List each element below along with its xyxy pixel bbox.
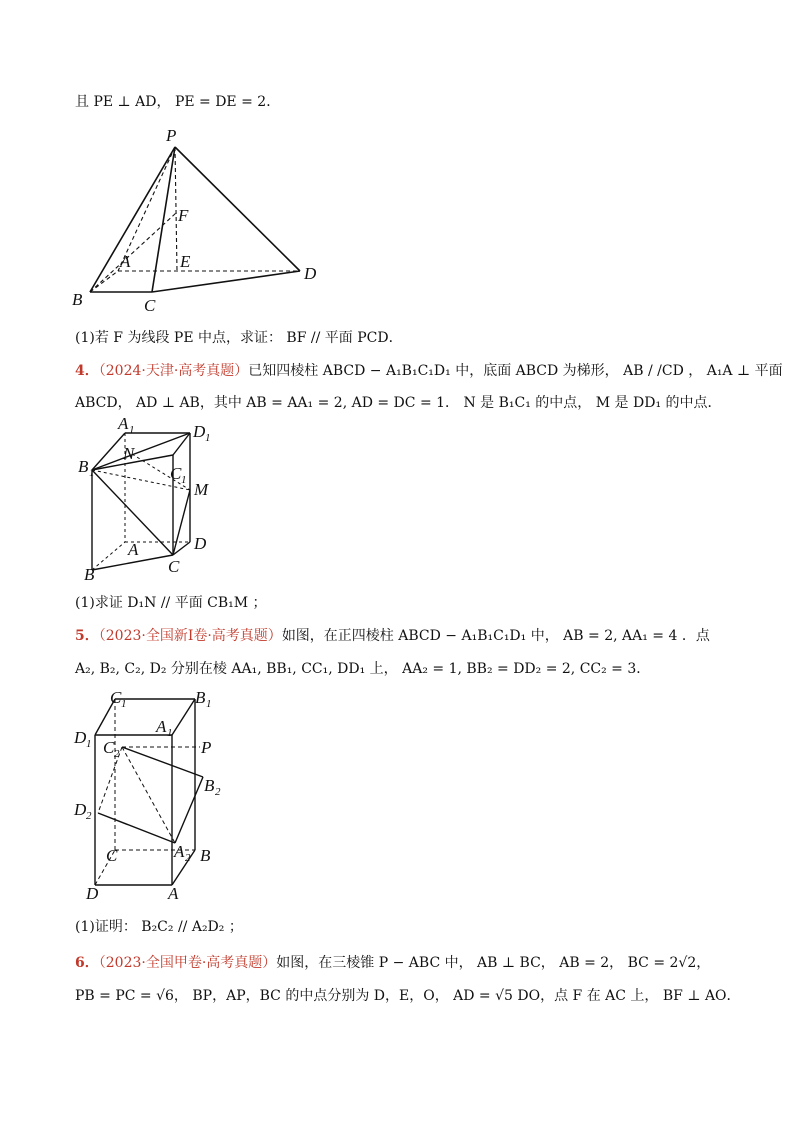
p5-number: 5．	[75, 628, 99, 644]
p5-source: （2023·全国新Ⅰ卷·高考真题）	[98, 628, 282, 644]
p4-source: （2024·天津·高考真题）	[98, 363, 249, 379]
label-C: C	[144, 296, 156, 315]
label-A1: A	[118, 415, 129, 433]
label-C: C	[168, 557, 180, 576]
label-C1-sub: 1	[181, 474, 187, 486]
label-A2: A	[174, 842, 185, 861]
p6-number: 6．	[75, 955, 99, 971]
label-D2: D	[74, 800, 87, 819]
label-D1: D	[74, 728, 87, 747]
p6-source: （2023·全国甲卷·高考真题）	[98, 955, 277, 971]
p4-line1: 已知四棱柱 ABCD − A₁B₁C₁D₁ 中，底面 ABCD 为梯形， AB / /CD ， A₁A ⊥ 平面	[248, 363, 783, 379]
p3-intro: 且 PE ⊥ AD， PE = DE = 2．	[75, 94, 281, 110]
label-D1: D	[193, 422, 206, 441]
label-A1: A	[156, 717, 167, 736]
label-C2: C	[103, 738, 115, 757]
label-B: B	[72, 290, 83, 309]
p4-question-1: (1)求证 D₁N // 平面 CB₁M ；	[75, 595, 267, 611]
label-D: D	[86, 884, 99, 903]
label-M: M	[194, 480, 209, 499]
label-D1-sub: 1	[205, 432, 211, 444]
label-B1-sub: 1	[89, 467, 95, 479]
prism-figure-5	[70, 685, 230, 905]
label-B1: B	[78, 457, 89, 476]
p5-header	[75, 626, 710, 646]
p3-question-1: (1)若 F 为线段 PE 中点，求证： BF // 平面 PCD．	[75, 330, 403, 346]
label-A: A	[128, 540, 139, 559]
label-A2-sub: 2	[185, 852, 191, 864]
label-A1-sub: 1	[129, 424, 135, 436]
p4-number: 4．	[75, 363, 99, 379]
p5-question-1: (1)证明： B₂C₂ // A₂D₂ ；	[75, 919, 243, 935]
label-B: B	[200, 846, 211, 865]
label-C1: C	[170, 464, 182, 483]
label-B2-sub: 2	[215, 786, 221, 798]
label-B1: B	[195, 688, 206, 707]
label-F: F	[178, 206, 189, 225]
p4-line2: ABCD， AD ⊥ AB，其中 AB = AA₁ = 2, AD = DC = 1． N 是 B₁C₁ 的中点， M 是 DD₁ 的中点．	[75, 395, 722, 411]
label-B1-sub: 1	[206, 698, 212, 710]
label-C1: C	[110, 688, 122, 707]
p6-line2: PB = PC = √6， BP，AP，BC 的中点分别为 D，E，O， AD = √5 DO，点 F 在 AC 上， BF ⊥ AO．	[75, 988, 741, 1004]
label-E: E	[180, 252, 191, 271]
label-B2: B	[204, 776, 215, 795]
label-P: P	[166, 126, 177, 145]
label-D: D	[304, 264, 317, 283]
p4-header	[75, 361, 783, 381]
label-D2-sub: 2	[86, 810, 92, 822]
label-P: P	[201, 738, 212, 757]
p5-line1: 如图，在正四棱柱 ABCD − A₁B₁C₁D₁ 中， AB = 2, AA₁ = 4 ．点	[281, 628, 710, 644]
label-D: D	[194, 534, 207, 553]
prism-figure-4	[70, 415, 220, 585]
label-N: N	[123, 444, 135, 463]
p5-line2: A₂, B₂, C₂, D₂ 分别在棱 AA₁, BB₁, CC₁, DD₁ 上， AA₂ = 1, BB₂ = DD₂ = 2, CC₂ = 3．	[75, 661, 651, 677]
label-C1-sub: 1	[121, 698, 127, 710]
pyramid-figure	[70, 125, 330, 320]
label-D1-sub: 1	[86, 738, 92, 750]
label-A1-sub: 1	[167, 727, 173, 739]
label-A: A	[120, 252, 131, 271]
p6-header	[75, 953, 710, 973]
label-B: B	[84, 565, 95, 584]
label-A: A	[168, 884, 179, 903]
label-C2-sub: 2	[114, 748, 120, 760]
label-C: C	[106, 846, 118, 865]
p6-line1: 如图，在三棱锥 P − ABC 中， AB ⊥ BC， AB = 2， BC = 2√2，	[276, 955, 711, 971]
